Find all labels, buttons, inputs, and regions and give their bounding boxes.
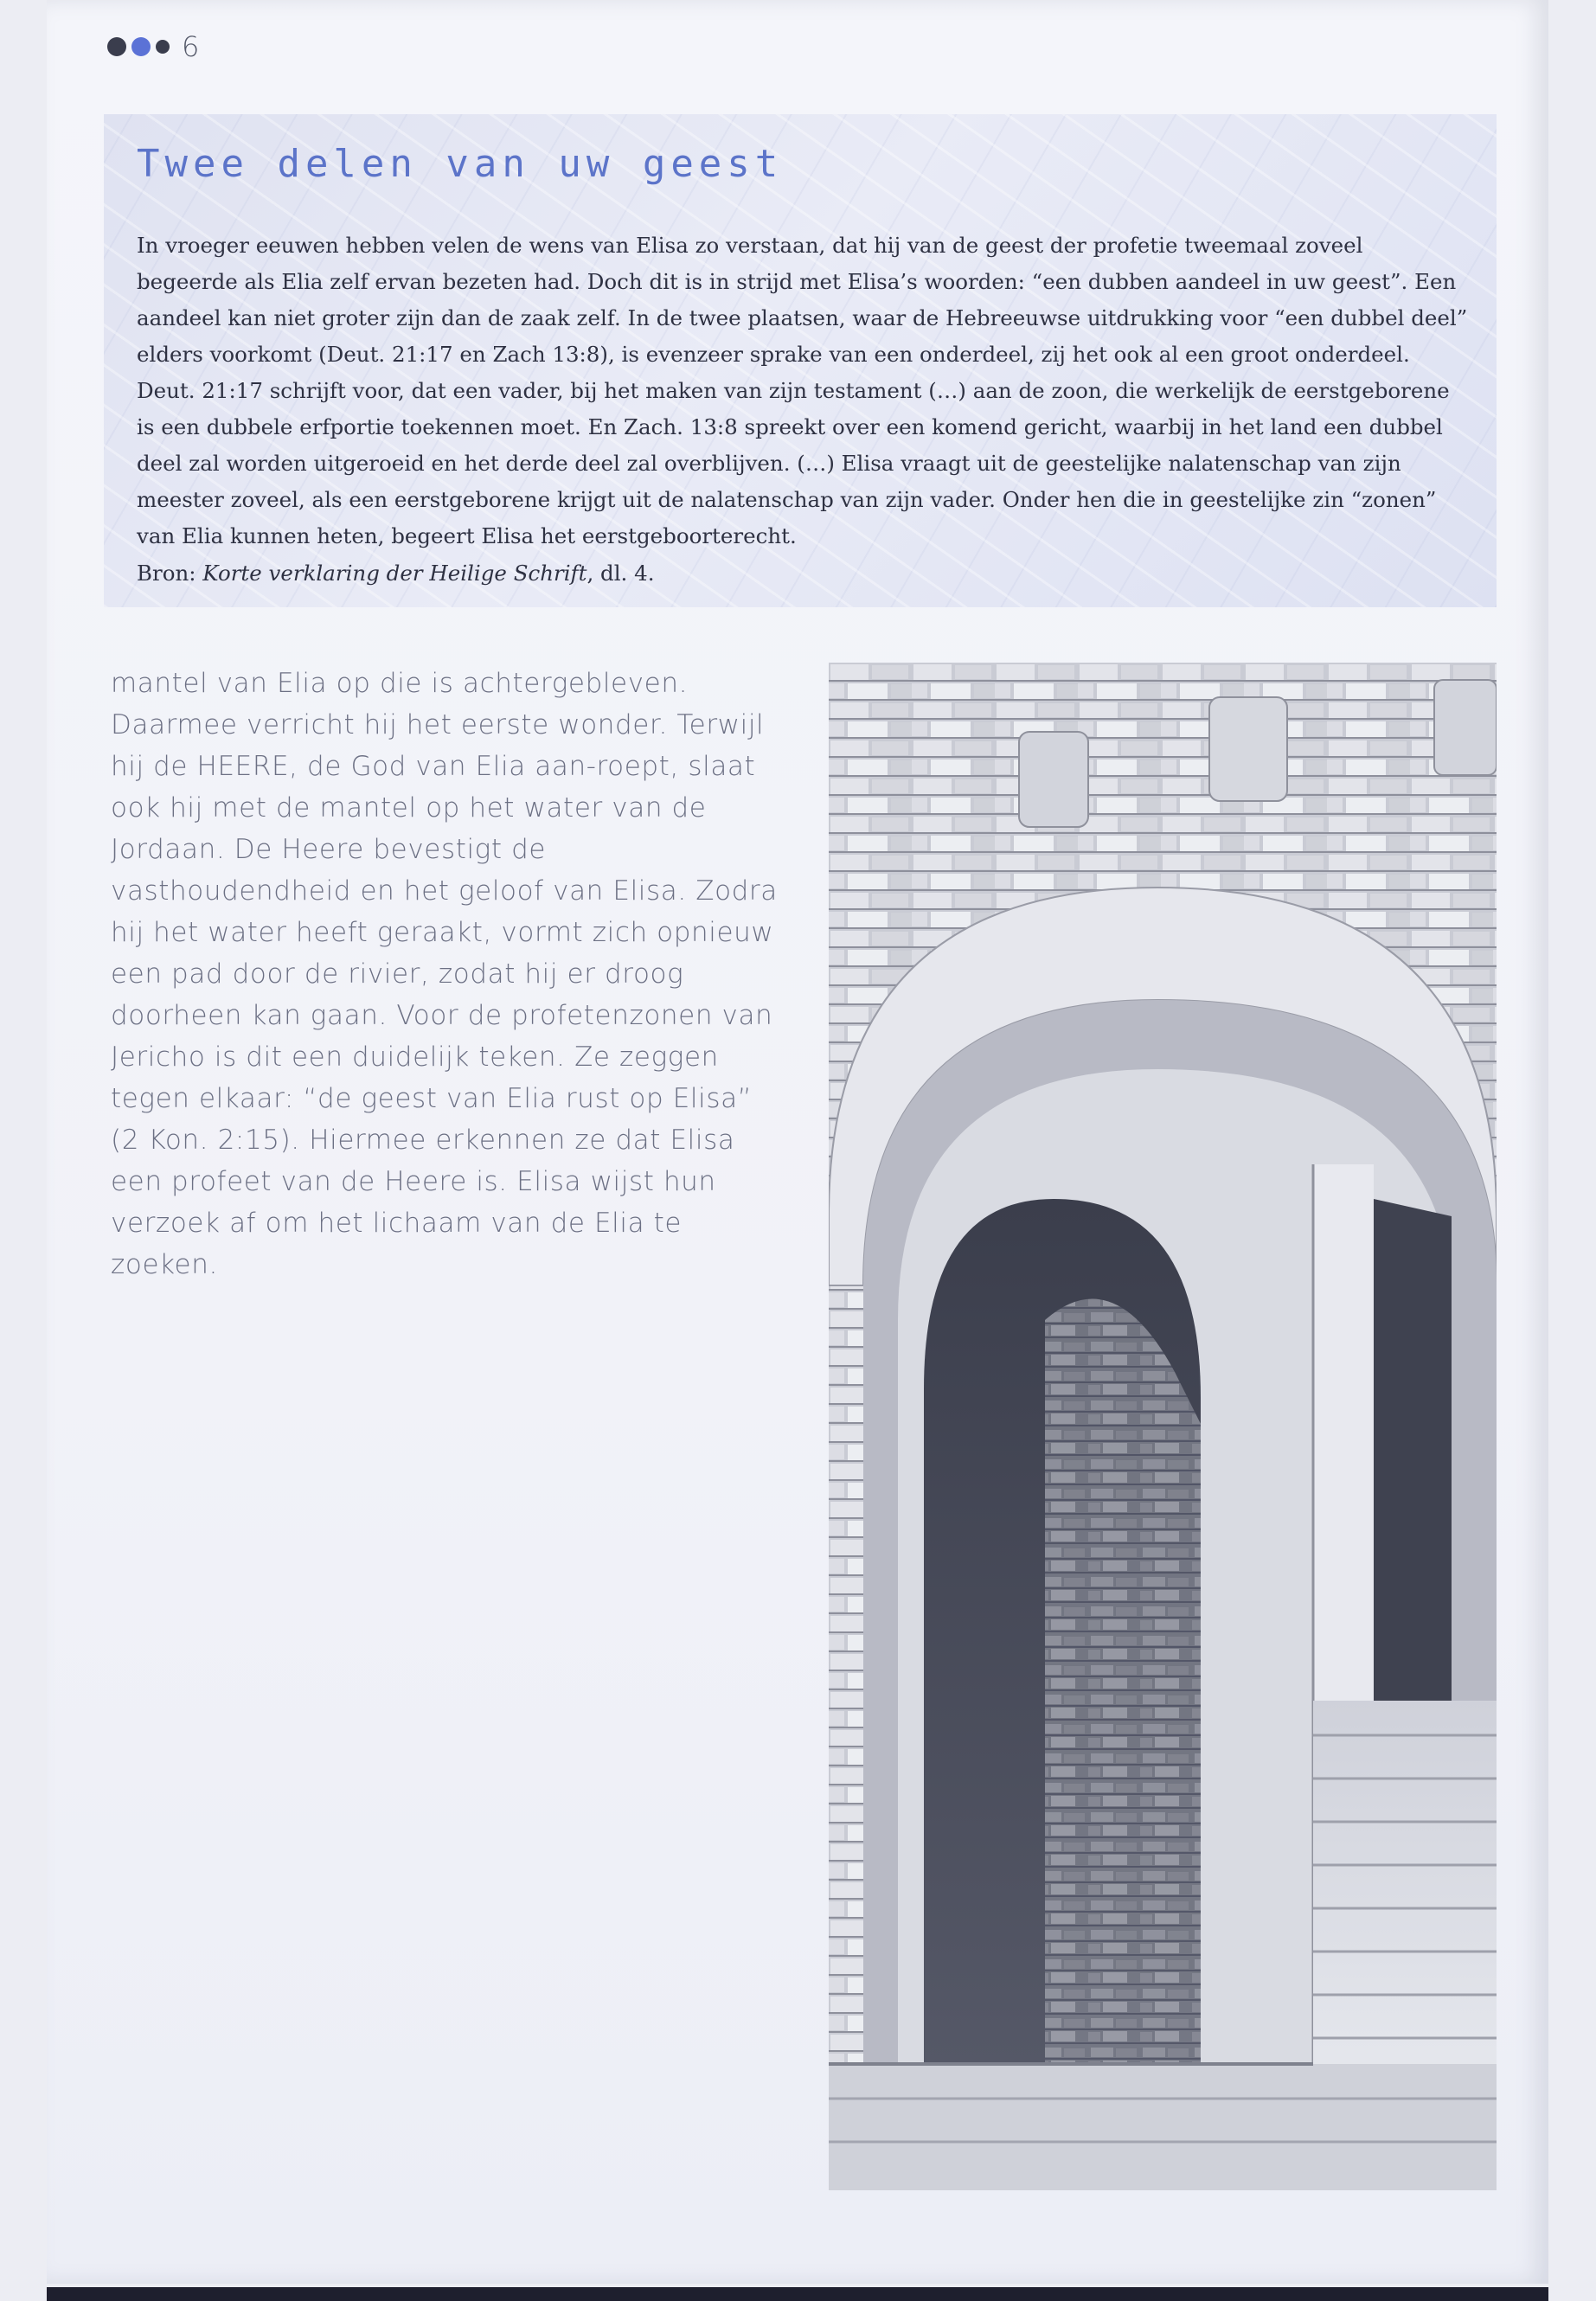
main-text: mantel van Elia op die is achtergebleven. Daarmee verricht hij het eerste wonder. Terwijl hij de HEERE, de God van Elia aan-roept, slaat ook hij met de mantel op het water van de Jordaan. De Heere bevestigt de vasthoudendheid en het geloof van Elisa. Zodra hij het water heeft geraakt, vormt zich opnieuw een pad door de rivier, zodat hij er droog doorheen kan gaan. Voor de profetenzonen van Jericho is dit een duidelijk teken. Ze zeggen tegen elkaar: “de geest van Elia rust op Elisa” (2 Kon. 2:15). Hiermee erkennen ze dat Elisa een profeet van de Heere is. Elisa wijst hun verzoek af om het lichaam van de Elia te zoeken.: [111, 668, 778, 1280]
box-body: In vroeger eeuwen hebben velen de wens van Elisa zo verstaan, dat hij van de geest der profetie tweemaal zoveel begeerde als Elia zelf ervan bezeten had. Doch dit is in strijd met Elisa’s woorden: “een dubben aandeel in uw geest”. Een aandeel kan niet groter zijn dan de zaak zelf. In de twee plaatsen, waar de Hebreeuwse uitdrukking voor “een dubbel deel” elders voorkomt (Deut. 21:17 en Zach 13:8), is evenzeer sprake van een onderdeel, zij het ook al een groot onderdeel. Deut. 21:17 schrijft voor, dat een vader, bij het maken van zijn testament (…) aan de zoon, die werkelijk de eerstgeborene is een dubbele erfportie toekennen moet. En Zach. 13:8 spreekt over een komend gericht, waarbij in het land een dubbel deel zal worden uitgeroeid en het derde deel zal overblijven. (…) Elisa vraagt uit de geestelijke nalatenschap van zijn meester zoveel, als een eerstgeborene krijgt uit de nalatenschap van zijn vader. Onder hen die in geestelijke zin “zonen” van Elia kunnen heten, begeert Elisa het eerstgeboorterecht.: [137, 233, 1468, 548]
archway-photo: [829, 663, 1497, 2190]
box-source: [137, 555, 655, 592]
dot-icon: [107, 37, 126, 56]
page-number: 6: [182, 30, 200, 63]
bottom-edge: [47, 2287, 1548, 2301]
sidebar-box: [104, 114, 1497, 607]
source-suffix: , dl. 4.: [586, 561, 655, 586]
source-label: Bron:: [137, 561, 196, 586]
page-header: [107, 29, 199, 64]
box-title: Twee delen van uw geest: [137, 142, 784, 186]
source-title: Korte verklaring der Heilige Schrift: [202, 561, 587, 586]
dot-icon-small: [156, 40, 170, 54]
dot-icon-accent: [131, 37, 151, 56]
